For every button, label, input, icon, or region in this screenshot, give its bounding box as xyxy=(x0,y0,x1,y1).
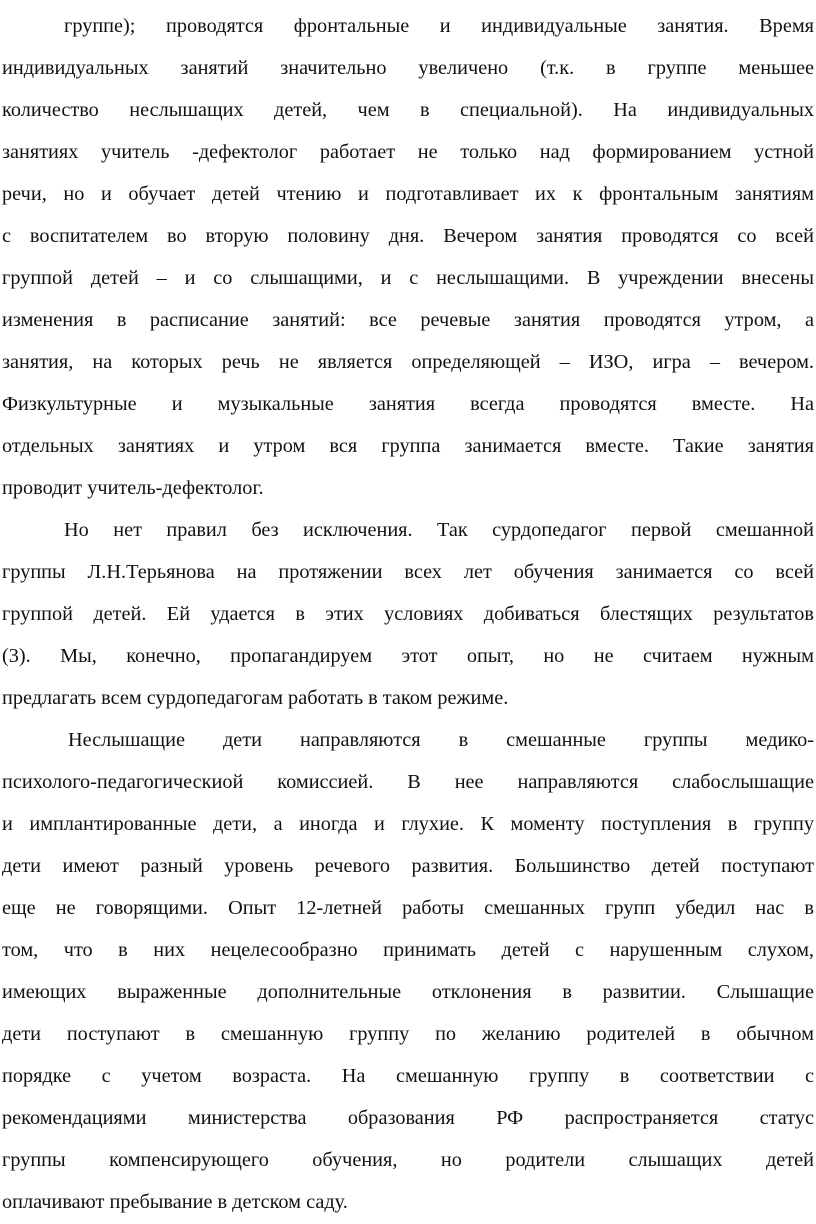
text-line: дети поступают в смешанную группу по желанию родителей в обычном xyxy=(2,1023,814,1045)
text-line: дети имеют разный уровень речевого развития. Большинство детей поступают xyxy=(2,855,814,877)
text-line: и имплантированные дети, а иногда и глухие. К моменту поступления в группу xyxy=(2,813,814,835)
text-line: Неслышащие дети направляются в смешанные группы медико- xyxy=(68,729,814,751)
text-line: имеющих выраженные дополнительные отклонения в развитии. Слышащие xyxy=(2,981,814,1003)
text-line: порядке с учетом возраста. На смешанную группу в соответствии с xyxy=(2,1065,814,1087)
text-line: группы компенсирующего обучения, но родители слышащих детей xyxy=(2,1149,814,1171)
text-line: с воспитателем во вторую половину дня. Вечером занятия проводятся со всей xyxy=(2,225,814,247)
text-line: Но нет правил без исключения. Так сурдопедагог первой смешанной xyxy=(64,519,814,541)
text-line: предлагать всем сурдопедагогам работать в таком режиме. xyxy=(2,687,509,709)
text-line: группой детей – и со слышащими, и с неслышащими. В учреждении внесены xyxy=(2,267,814,289)
text-line: группой детей. Ей удается в этих условиях добиваться блестящих результатов xyxy=(2,603,814,625)
text-line: (3). Мы, конечно, пропагандируем этот опыт, но не считаем нужным xyxy=(2,645,814,667)
text-line: группы Л.Н.Терьянова на протяжении всех лет обучения занимается со всей xyxy=(2,561,814,583)
text-line: группе); проводятся фронтальные и индивидуальные занятия. Время xyxy=(64,15,814,37)
text-line: отдельных занятиях и утром вся группа занимается вместе. Такие занятия xyxy=(2,435,814,457)
text-line: оплачивают пребывание в детском саду. xyxy=(2,1191,348,1213)
text-line: количество неслышащих детей, чем в специальной). На индивидуальных xyxy=(2,99,814,121)
text-line: Физкультурные и музыкальные занятия всегда проводятся вместе. На xyxy=(2,393,814,415)
paragraph-1 xyxy=(2,0,814,509)
text-line: психолого-педагогическиой комиссией. В нее направляются слабослышащие xyxy=(2,771,814,793)
paragraph-2 xyxy=(2,509,814,719)
text-line: еще не говорящими. Опыт 12-летней работы смешанных групп убедил нас в xyxy=(2,897,814,919)
text-line: занятиях учитель -дефектолог работает не только над формированием устной xyxy=(2,141,814,163)
text-line: рекомендациями министерства образования РФ распространяется статус xyxy=(2,1107,814,1129)
text-line: индивидуальных занятий значительно увеличено (т.к. в группе меньшее xyxy=(2,57,814,79)
paragraph-3 xyxy=(2,719,814,1223)
text-line: речи, но и обучает детей чтению и подготавливает их к фронтальным занятиям xyxy=(2,183,814,205)
text-line: занятия, на которых речь не является определяющей – ИЗО, игра – вечером. xyxy=(2,351,814,373)
text-line: изменения в расписание занятий: все речевые занятия проводятся утром, а xyxy=(2,309,814,331)
text-line: проводит учитель-дефектолог. xyxy=(2,477,264,499)
text-line: том, что в них нецелесообразно принимать детей с нарушенным слухом, xyxy=(2,939,814,961)
